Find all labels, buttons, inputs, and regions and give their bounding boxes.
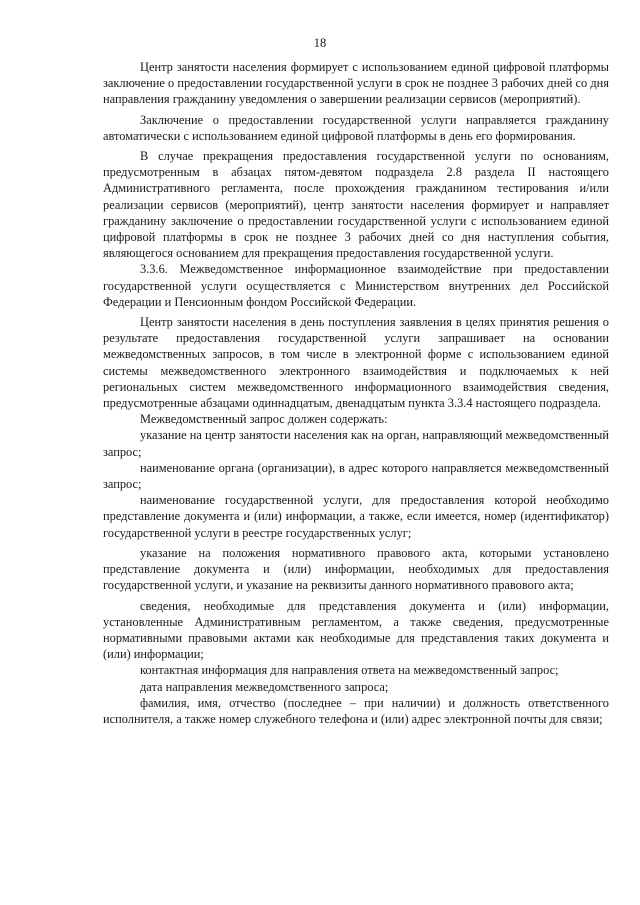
paragraph-conclusion-forming: Центр занятости населения формирует с использованием единой цифровой платформы заключение о предоставлении государственной услуги в срок не позднее 3 рабочих дней со дня направления гражданину уведомления о завершении реализации сервисов (мероприятий). <box>103 60 609 107</box>
list-item-contact-information: контактная информация для направления ответа на межведомственный запрос; <box>140 663 559 678</box>
document-body <box>103 59 609 727</box>
paragraph-termination-case: В случае прекращения предоставления государственной услуги по основаниям, предусмотренным в абзацах пятом-девятом подраздела 2.8 раздела II настоящего Административного регламента, после прохождения гражданином тестирования и/или реализации сервисов (мероприятий), центр занятости населения формирует и направляет гражданину заключение о предоставлении государственной услуги с использованием единой цифровой платформы в срок не позднее 3 рабочих дней со дня наступления события, являющегося основанием для прекращения предоставления государственной услуги. <box>103 149 609 261</box>
paragraph-request-contents-intro: Межведомственный запрос должен содержать: <box>140 412 388 427</box>
list-item-requesting-body: указание на центр занятости населения как на орган, направляющий межведомственный запрос; <box>103 428 609 459</box>
paragraph-conclusion-sending: Заключение о предоставлении государственной услуги направляется гражданину автоматически с использованием единой цифровой платформы в день его формирования. <box>103 112 609 143</box>
paragraph-interagency-requests: Центр занятости населения в день поступления заявления в целях принятия решения о результате предоставления государственной услуги запрашивает на основании межведомственных запросов, в том числе в электронной форме с использованием единой системы межведомственного электронного взаимодействия и подключаемых к ней региональных систем межведомственного информационного взаимодействия сведения, предусмотренные абзацами одиннадцатым, двенадцатым пункта 3.3.4 настоящего подраздела. <box>103 315 609 411</box>
list-item-legal-act-reference: указание на положения нормативного правового акта, которыми установлено представление документа и (или) информации, необходимых для предоставления государственной услуги, и указание на реквизиты данного нормативного правового акта; <box>103 545 609 593</box>
list-item-request-date: дата направления межведомственного запроса; <box>140 679 389 694</box>
list-item-recipient-name: наименование органа (организации), в адрес которого направляется межведомственный запрос; <box>103 460 609 492</box>
paragraph-clause-3-3-6: 3.3.6. Межведомственное информационное взаимодействие при предоставлении государственной услуги осуществляется с Министерством внутренних дел Российской Федерации и Пенсионным фондом Российской Федерации. <box>103 262 609 309</box>
list-item-service-name: наименование государственной услуги, для предоставления которой необходимо представление документа и (или) информации, а также, если имеется, номер (идентификатор) государственной услуги в реестре государственных услуг; <box>103 493 609 540</box>
list-item-executor-details: фамилия, имя, отчество (последнее – при наличии) и должность ответственного исполнителя, а также номер служебного телефона и (или) адрес электронной почты для связи; <box>103 695 609 726</box>
list-item-required-information: сведения, необходимые для представления документа и (или) информации, установленные Административным регламентом, а также сведения, предусмотренные нормативными правовыми актами как необходимые для представления таких документа и (или) информации; <box>103 598 609 662</box>
page-number: 18 <box>313 36 327 50</box>
